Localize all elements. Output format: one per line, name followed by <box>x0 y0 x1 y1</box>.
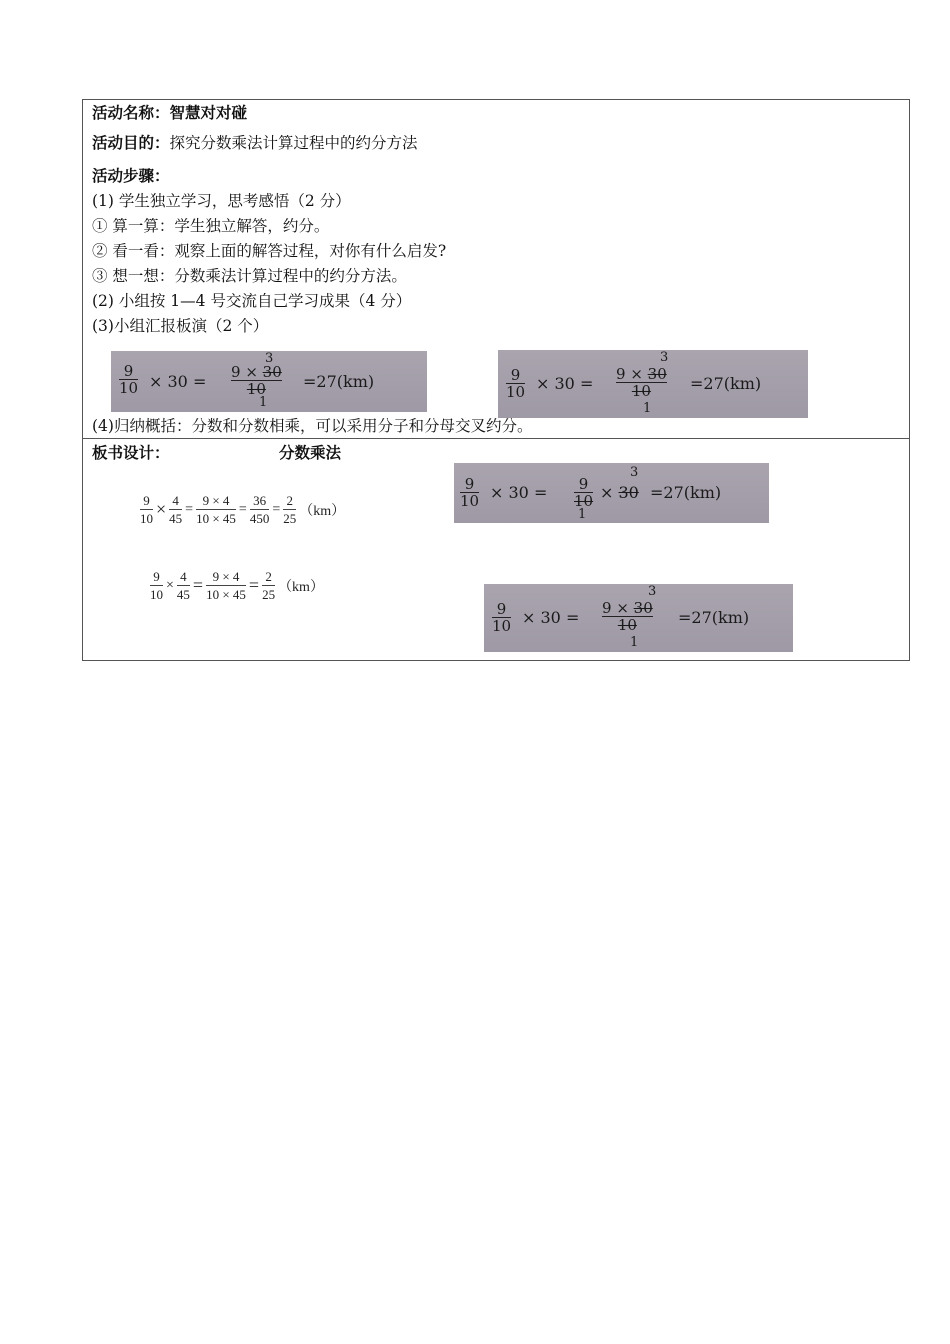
row-divider <box>83 438 909 439</box>
cancel-top-mark: 3 <box>648 584 657 599</box>
activity-goal-value: 探究分数乘法计算过程中的约分方法 <box>169 134 418 152</box>
photo-fraction: $\frac{9}{10}$ <box>460 475 480 510</box>
photo-cross-fraction: $\frac{9 \times 30}{10}$ <box>602 599 653 634</box>
photo-multiplier-2: × 30 <box>600 483 639 502</box>
photo-cross-fraction: $\frac{9}{10}$ <box>574 475 594 510</box>
activity-steps-label: 活动步骤： <box>92 167 170 185</box>
cancel-bottom-mark: 1 <box>643 401 652 416</box>
step-line: ① 算一算：学生独立解答，约分。 <box>92 217 330 235</box>
activity-name-value: 智慧对对碰 <box>169 104 248 122</box>
photo-result: =27(km) <box>650 483 722 502</box>
photo-equation <box>498 350 808 418</box>
cancel-top-mark: 3 <box>660 350 669 365</box>
photo-equation <box>484 584 793 652</box>
typed-equation-2: $\frac{9}{10}$ × $\frac{4}{45}$ = $\frac{9 \times 4}{10 \times 45}$ = $\frac{2}{25}$ （km） <box>150 569 324 602</box>
photo-equation <box>454 463 769 523</box>
photo-multiplier: × 30 = <box>522 608 580 627</box>
photo-cross-fraction: $\frac{9 \times 30}{10}$ <box>616 365 667 400</box>
cancel-bottom-mark: 1 <box>578 507 587 522</box>
cancel-top-mark: 3 <box>265 351 274 366</box>
activity-goal-line <box>92 133 418 153</box>
cancel-top-mark: 3 <box>630 465 639 480</box>
cancel-bottom-mark: 1 <box>630 635 639 650</box>
numerator: 9 <box>123 362 134 380</box>
typed-equation-1: $\frac{9}{10}$ × $\frac{4}{45}$ = $\frac{9 \times 4}{10 \times 45}$ = $\frac{36}{450}$ = $\frac{2}{25}$ （km） <box>140 493 346 526</box>
step-line: (2) 小组按 1—4 号交流自己学习成果（4 分） <box>92 292 412 310</box>
step-line: (3)小组汇报板演（2 个） <box>92 317 269 335</box>
activity-name-label: 活动名称： <box>92 104 170 122</box>
denominator: 10 <box>119 379 139 397</box>
photo-cross-fraction: $\frac{9 \times 30}{10}$ <box>231 363 282 398</box>
photo-fraction: $\frac{9}{10}$ <box>492 600 512 635</box>
photo-multiplier: × 30 = <box>536 374 594 393</box>
photo-result: =27(km) <box>678 608 750 627</box>
step-line: (1) 学生独立学习，思考感悟（2 分） <box>92 192 351 210</box>
photo-multiplier: × 30 = <box>490 483 548 502</box>
board-title: 分数乘法 <box>279 444 342 462</box>
photo-equation <box>111 351 427 412</box>
activity-summary: (4)归纳概括：分数和分数相乘，可以采用分子和分母交叉约分。 <box>92 417 533 435</box>
cancel-bottom-mark: 1 <box>259 395 268 410</box>
photo-result: =27(km) <box>303 372 375 391</box>
photo-result: =27(km) <box>690 374 762 393</box>
photo-fraction: $\frac{9}{10}$ <box>506 366 526 401</box>
photo-fraction <box>119 363 138 396</box>
step-line: ② 看一看：观察上面的解答过程，对你有什么启发? <box>92 242 447 260</box>
activity-goal-label: 活动目的： <box>92 134 170 152</box>
board-label: 板书设计： <box>92 444 170 462</box>
activity-name-line <box>92 103 247 123</box>
photo-multiplier: × 30 = <box>149 372 207 391</box>
step-line: ③ 想一想：分数乘法计算过程中的约分方法。 <box>92 267 407 285</box>
